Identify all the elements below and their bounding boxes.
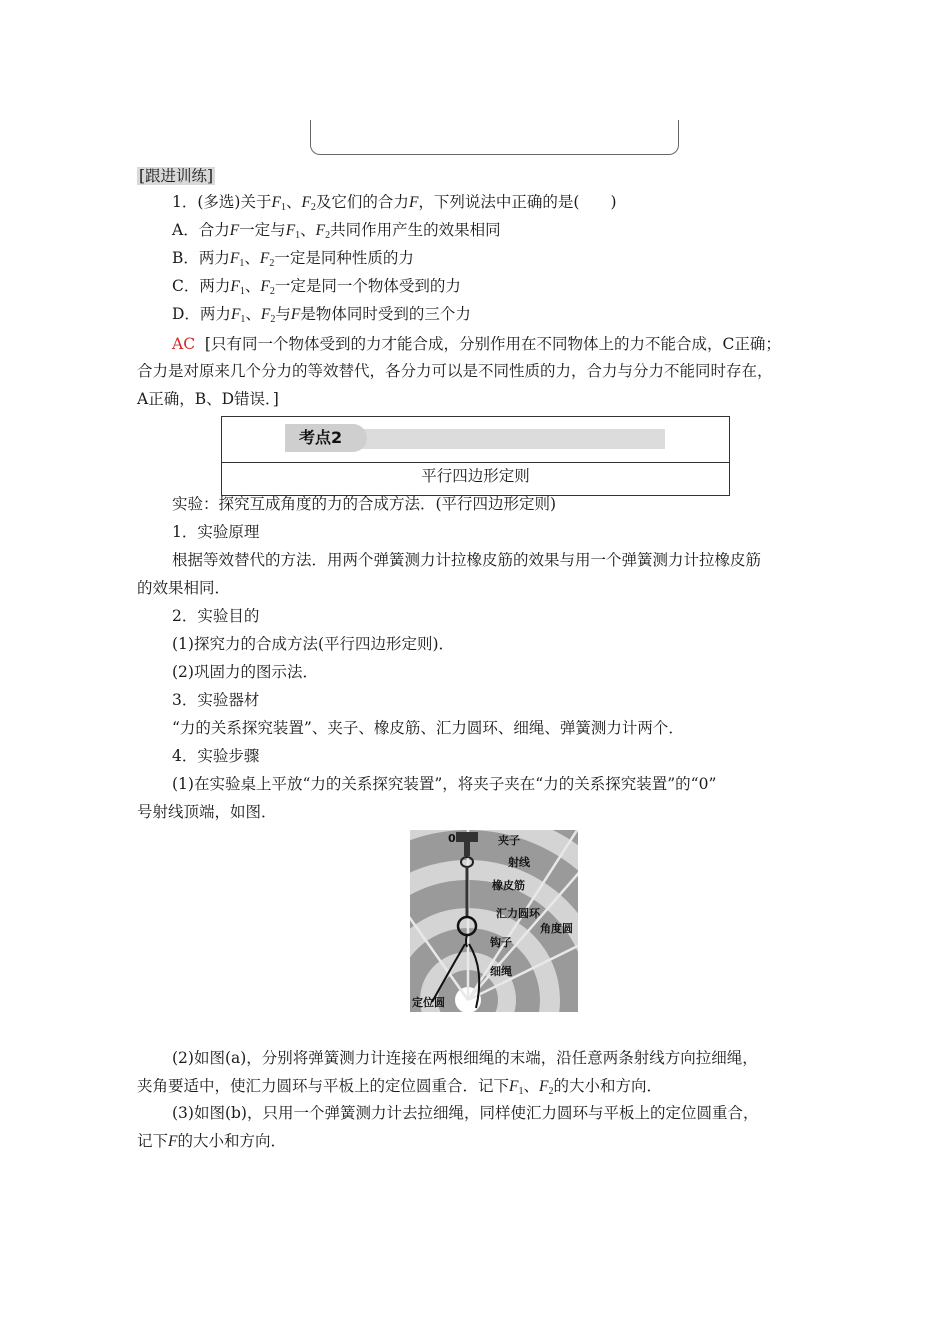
- answer-line-1: [172, 334, 781, 354]
- heading-steps: 4．实验步骤: [172, 747, 260, 765]
- step-3-line-1: (3)如图(b)，只用一个弹簧测力计去拉细绳，同样使汇力圆环与平板上的定位圆重合，: [172, 1104, 759, 1122]
- step-2-line-1: (2)如图(a)，分别将弹簧测力计连接在两根细绳的末端，沿任意两条射线方向拉细绳，: [172, 1049, 758, 1067]
- label-string: 细绳: [490, 965, 512, 978]
- explanation-3: A正确，B、D错误．]: [137, 390, 279, 408]
- option-c: C．两力$F_1$、$F_2$一定是同一个物体受到的力: [172, 277, 461, 297]
- practice-tag-line: [137, 166, 215, 186]
- option-b: B．两力$F_1$、$F_2$一定是同种性质的力: [172, 249, 414, 269]
- explanation-2: 合力是对原来几个分力的等效替代，各分力可以是不同性质的力，合力与分力不能同时存在，: [137, 362, 773, 380]
- step-1-line-2: 号射线顶端，如图．: [137, 803, 277, 821]
- section-divider: [222, 462, 729, 463]
- label-angle-circle: 角度圆: [540, 922, 573, 935]
- apparatus-figure: [410, 830, 578, 1012]
- equipment-list: “力的关系探究装置”、夹子、橡皮筋、汇力圆环、细绳、弹簧测力计两个．: [172, 719, 684, 737]
- step-2-line-2: 夹角要适中，使汇力圆环与平板上的定位圆重合．记下$F_1$、$F_2$的大小和方向．: [137, 1077, 662, 1097]
- previous-content-box-bottom: [310, 120, 679, 155]
- answer-key: AC: [172, 335, 196, 353]
- section-header: [221, 416, 730, 496]
- heading-equipment: 3．实验器材: [172, 691, 260, 709]
- section-badge: 考点2: [285, 424, 367, 452]
- purpose-2: (2)巩固力的图示法．: [172, 663, 318, 681]
- principle-line-2: 的效果相同．: [137, 579, 231, 597]
- heading-principle: 1．实验原理: [172, 523, 260, 541]
- step-1-line-1: (1)在实验桌上平放“力的关系探究装置”，将夹子夹在“力的关系探究装置”的“0”: [172, 775, 717, 793]
- label-zero: 0: [448, 832, 456, 845]
- question-1: 1．(多选)关于$F_1$、$F_2$及它们的合力F，下列说法中正确的是( ): [172, 193, 617, 213]
- label-hook: 钩子: [490, 936, 512, 949]
- intro: 实验：探究互成角度的力的合成方法．(平行四边形定则): [172, 495, 557, 513]
- label-rubber-band: 橡皮筋: [492, 879, 525, 892]
- heading-purpose: 2．实验目的: [172, 607, 260, 625]
- explanation-1: [只有同一个物体受到的力才能合成，分别作用在不同物体上的力不能合成，C正确；: [204, 335, 781, 353]
- purpose-1: (1)探究力的合成方法(平行四边形定则)．: [172, 635, 455, 653]
- label-ring: 汇力圆环: [496, 907, 540, 920]
- apparatus-illustration: [410, 830, 578, 1012]
- section-title: 平行四边形定则: [421, 467, 530, 485]
- label-locating-circle: 定位圆: [412, 996, 445, 1009]
- option-a: A．合力F一定与$F_1$、$F_2$共同作用产生的效果相同: [172, 221, 501, 241]
- step-3-line-2: 记下F的大小和方向．: [137, 1132, 286, 1150]
- option-d: D．两力$F_1$、$F_2$与F是物体同时受到的三个力: [172, 305, 471, 325]
- label-ray: 射线: [508, 856, 530, 869]
- label-clip: 夹子: [498, 834, 520, 847]
- principle-line-1: 根据等效替代的方法．用两个弹簧测力计拉橡皮筋的效果与用一个弹簧测力计拉橡皮筋: [172, 551, 762, 569]
- practice-tag: [跟进训练]: [139, 167, 214, 185]
